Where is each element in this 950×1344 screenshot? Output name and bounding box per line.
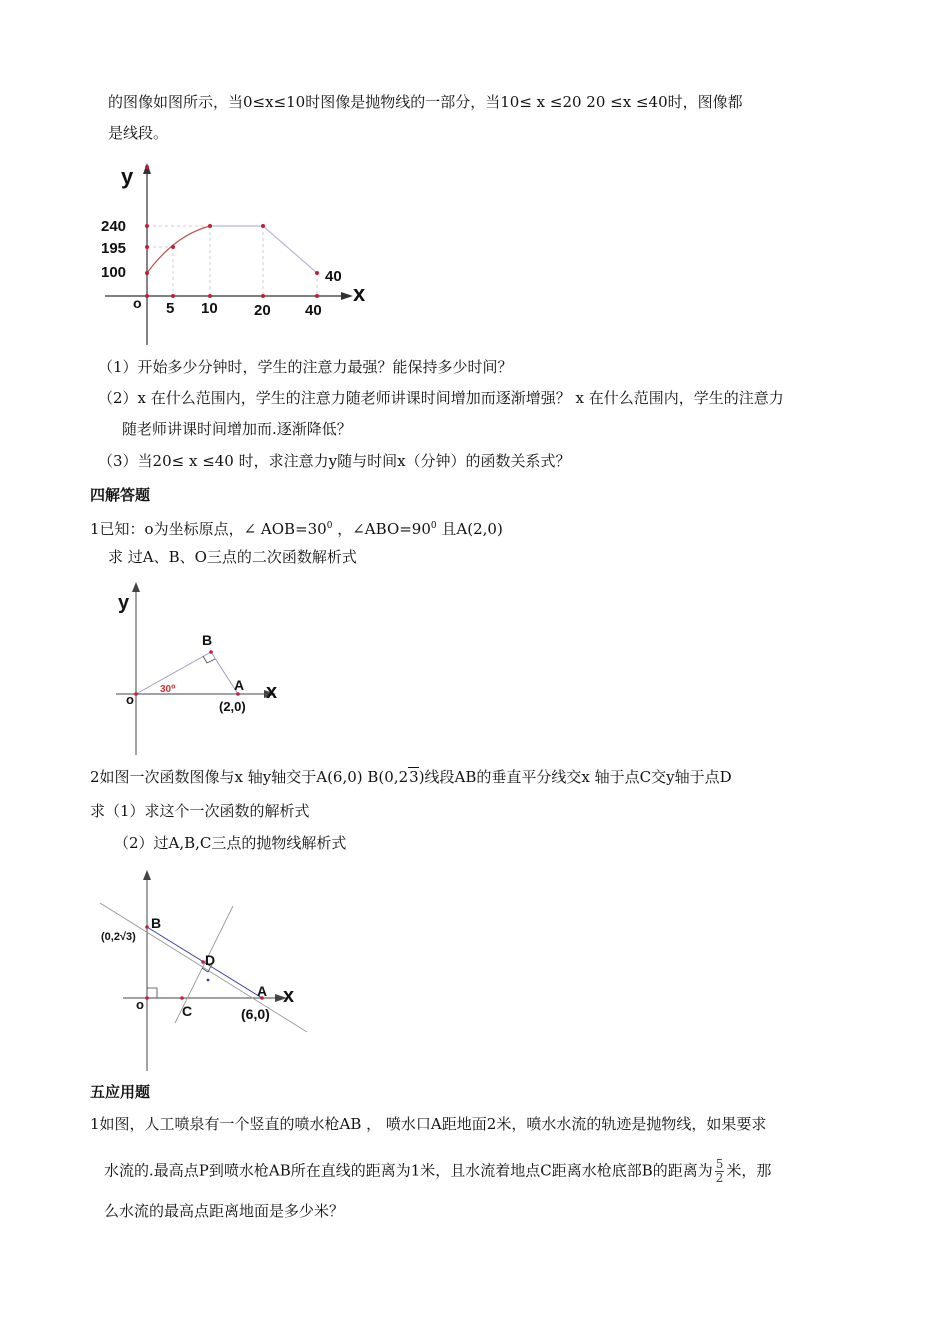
- origin-label: o: [126, 692, 134, 707]
- x-axis-label: x: [353, 281, 366, 306]
- a-label: A: [257, 983, 268, 999]
- tick-40: [315, 294, 319, 298]
- point-y240: [145, 224, 149, 228]
- tick-5: [171, 294, 175, 298]
- a-coordinate: (2,0): [219, 699, 246, 714]
- point-20: [261, 224, 265, 228]
- y-tick-240: 240: [101, 218, 127, 235]
- y-axis-label: y: [121, 164, 134, 189]
- problem-4-1-line-1: 1已知：o为坐标原点，∠ $AOB=30^0$ ，$\angle ABO=90^0$ 且A(2,0): [90, 520, 503, 538]
- section-4-title: 四解答题: [90, 486, 151, 504]
- problem-4-2-line-2: 求（1）求这个一次函数的解析式: [90, 802, 310, 820]
- x-tick-5: 5: [166, 300, 175, 317]
- x-tick-20: 20: [254, 302, 271, 319]
- b-label: B: [202, 632, 213, 648]
- point-o: [145, 996, 149, 1000]
- section-5-title: 五应用题: [90, 1083, 151, 1101]
- parabola-curve: [147, 226, 210, 273]
- a-label: A: [234, 677, 245, 693]
- c-label: C: [182, 1003, 193, 1019]
- point-5: [171, 245, 175, 249]
- y-tick-195: 195: [101, 240, 127, 257]
- x-axis-arrow-icon: [341, 292, 353, 300]
- perpendicular-bisector-graph: [95, 868, 335, 1078]
- y-tick-100: 100: [101, 264, 127, 281]
- attention-graph: [95, 160, 395, 350]
- y-label: y: [118, 592, 130, 614]
- line-ab-extended: [100, 903, 307, 1032]
- right-angle-mark: [203, 656, 215, 663]
- point-origin: [145, 294, 149, 298]
- intro-line-2: 是线段。: [108, 124, 169, 142]
- point-40-label: 40: [325, 268, 342, 285]
- problem-5-1-line-3: 么水流的最高点距离地面是多少米？: [104, 1202, 345, 1220]
- a-coordinate: (6,0): [241, 1006, 270, 1022]
- x-tick-40: 40: [305, 302, 322, 319]
- question-2-line-1: （2）x 在什么范围内，学生的注意力随老师讲课时间增加而逐渐增强？ x 在什么范围内，学生的注意力: [98, 389, 784, 407]
- point-c: [180, 996, 184, 1000]
- x-tick-10: 10: [201, 300, 218, 317]
- question-2-line-2: 随老师讲课时间增加而.逐渐降低？: [122, 420, 352, 438]
- fraction-five-halves: $\frac{5}{2}$: [715, 1157, 724, 1185]
- y-axis-arrow-icon: [132, 582, 140, 592]
- intro-line-1: 的图像如图所示，当0≤x≤10时图像是抛物线的一部分，当10≤ x ≤20 20 ≤x ≤40时，图像都: [108, 93, 743, 111]
- triangle-sides: [136, 652, 238, 694]
- point-y100: [145, 271, 149, 275]
- y-axis-arrow-icon: [143, 870, 151, 880]
- right-angle-mark-origin: [147, 988, 157, 998]
- tick-20: [261, 294, 265, 298]
- triangle-graph: [110, 580, 310, 760]
- x-label: x: [283, 985, 295, 1007]
- x-label: x: [266, 681, 278, 703]
- point-10: [208, 224, 212, 228]
- b-label: B: [151, 915, 162, 931]
- point-b: [209, 650, 213, 654]
- problem-4-2-line-3: （2）过A,B,C三点的抛物线解析式: [114, 834, 347, 852]
- question-1: （1）开始多少分钟时，学生的注意力最强？能保持多少时间？: [98, 358, 513, 376]
- point-b: [145, 925, 149, 929]
- problem-4-1-line-2: 求 过A、B、O三点的二次函数解析式: [108, 548, 357, 566]
- d-label: D: [205, 952, 216, 968]
- problem-4-2-line-1: 2如图一次函数图像与x 轴y轴交于A(6,0) B(0,23)线段AB的垂直平分线交x 轴于点C交y轴于点D: [90, 768, 732, 786]
- problem-5-1-line-2: 水流的.最高点P到喷水枪AB所在直线的距离为1米，且水流着地点C距离水枪底部B的距离为 $\frac{5}{2}$ 米，那: [104, 1157, 772, 1185]
- point-40: [315, 271, 319, 275]
- question-3: （3）当20≤ x ≤40 时，求注意力y随与时间x（分钟）的函数关系式？: [98, 452, 571, 470]
- point-mid: [207, 979, 210, 982]
- origin-label: o: [136, 997, 144, 1012]
- point-top: [145, 165, 149, 169]
- point-o: [134, 692, 138, 696]
- angle-label: 30⁰: [160, 684, 176, 695]
- problem-5-1-line-1: 1如图，人工喷泉有一个竖直的喷水枪AB ， 喷水口A距地面2米，喷水水流的轨迹是抛物线，如果要求: [90, 1115, 767, 1133]
- point-y195: [145, 245, 149, 249]
- origin-label: o: [133, 295, 142, 311]
- tick-10: [208, 294, 212, 298]
- b-coordinate: (0,2√3): [101, 931, 136, 943]
